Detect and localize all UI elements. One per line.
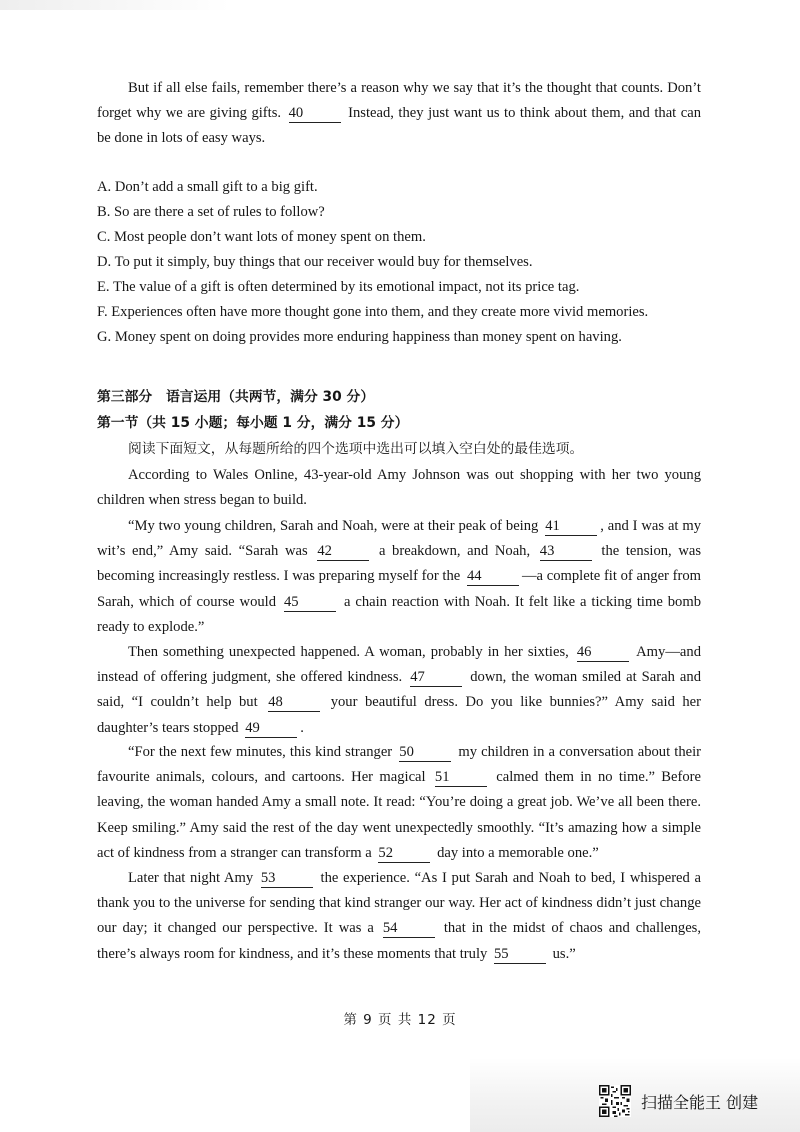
blank-55: 55 bbox=[494, 945, 546, 964]
blank-49: 49 bbox=[245, 719, 297, 738]
paragraph-text: “For the next few minutes, this kind stranger bbox=[128, 744, 393, 760]
blank-52: 52 bbox=[378, 844, 430, 863]
paragraph-text: your beautiful dress. Do you like bunnies?” Amy said her daughter’s tears stopped bbox=[97, 694, 702, 736]
scanner-watermark-text: 扫描全能王 创建 bbox=[641, 1092, 759, 1112]
paragraph-text: us.” bbox=[552, 945, 576, 962]
option-g: G. Money spent on doing provides more enduring happiness than money spent on having. bbox=[97, 329, 622, 345]
paragraph-text: Later that night Amy bbox=[128, 870, 254, 886]
paragraph-text: Instead, they just want us to think about them, and that can be done in lots of easy ways. bbox=[97, 105, 701, 147]
paragraph-text: Amy—and instead of offering judgment, she offered kindness. bbox=[97, 644, 701, 686]
paragraph-text: But if all else fails, remember there’s a reason why we say that it’s the thought that counts. Don’t forget why we are giving gifts. bbox=[97, 80, 701, 122]
paragraph-text: a breakdown, and Noah, bbox=[378, 543, 531, 560]
paragraph-text: , and I was at my wit’s end,” Amy said. “Sarah was bbox=[97, 518, 701, 560]
blank-48: 48 bbox=[268, 693, 320, 712]
option-b: B. So are there a set of rules to follow? bbox=[97, 204, 325, 220]
blank-54: 54 bbox=[383, 919, 435, 938]
blank-50: 50 bbox=[399, 743, 451, 762]
passage-paragraph-4 bbox=[97, 740, 701, 866]
option-e: E. The value of a gift is often determined by its emotional impact, not its price tag. bbox=[97, 279, 580, 295]
blank-42: 42 bbox=[317, 542, 369, 561]
blank-51: 51 bbox=[435, 768, 487, 787]
paragraph-text: a chain reaction with Noah. It felt like a ticking time bomb ready to explode.” bbox=[97, 593, 701, 635]
option-c: C. Most people don’t want lots of money spent on them. bbox=[97, 229, 426, 245]
blank-43: 43 bbox=[540, 542, 592, 561]
option-d: D. To put it simply, buy things that our receiver would buy for themselves. bbox=[97, 254, 533, 270]
paragraph-text: . bbox=[300, 719, 304, 736]
paragraph-text: “My two young children, Sarah and Noah, were at their peak of being bbox=[128, 518, 539, 534]
passage-paragraph-2 bbox=[97, 514, 701, 640]
passage-paragraph-5 bbox=[97, 866, 701, 967]
paragraph-text: my children in a conversation about their favourite animals, colours, and cartoons. Her magical bbox=[97, 744, 702, 786]
scan-shadow bbox=[0, 0, 230, 10]
option-a: A. Don’t add a small gift to a big gift. bbox=[97, 179, 318, 195]
instruction-text: 阅读下面短文，从每题所给的四个选项中选出可以填入空白处的最佳选项。 bbox=[128, 441, 584, 457]
blank-40: 40 bbox=[289, 104, 341, 123]
scanner-watermark bbox=[599, 1084, 758, 1118]
passage-paragraph-3 bbox=[97, 640, 701, 741]
blank-46: 46 bbox=[577, 643, 629, 662]
page-number: 第 9 页 共 12 页 bbox=[343, 1012, 457, 1028]
blank-47: 47 bbox=[410, 668, 462, 687]
paragraph-text: that in the midst of chaos and challenges, there’s always room for kindness, and it’s these moments that truly bbox=[97, 920, 702, 962]
paragraph-text: the experience. “As I put Sarah and Noah to bed, I whispered a thank you to the universe for sending that kind stranger our way. Her act of kindness didn’t just change our day; it changed our perspective. It was a bbox=[97, 870, 702, 937]
option-f: F. Experiences often have more thought gone into them, and they create more vivid memories. bbox=[97, 304, 649, 320]
task-40-paragraph bbox=[97, 76, 701, 152]
part-three-heading: 第三部分 语言运用（共两节，满分 30 分） bbox=[97, 389, 375, 405]
section-one-heading: 第一节（共 15 小题；每小题 1 分，满分 15 分） bbox=[97, 415, 409, 431]
blank-44: 44 bbox=[467, 567, 519, 586]
paragraph-text: calmed them in no time.” Before leaving, the woman handed Amy a small note. It read: “You’re doing a great job. We’ve all been there. Keep smiling.” Amy said the rest of the day went unexpectedly smoothly. “It’s amazing how a simple act of kindness from a stranger can transform a bbox=[97, 769, 701, 861]
paragraph-text: the tension, was becoming increasingly restless. I was preparing myself for the bbox=[97, 543, 702, 585]
paragraph-text: day into a memorable one.” bbox=[437, 844, 599, 861]
qr-code-icon bbox=[599, 1085, 631, 1117]
paragraph-text: down, the woman smiled at Sarah and said, “I couldn’t help but bbox=[97, 669, 701, 711]
blank-41: 41 bbox=[545, 517, 597, 536]
blank-53: 53 bbox=[261, 869, 313, 888]
blank-45: 45 bbox=[284, 593, 336, 612]
passage-paragraph-1: According to Wales Online, 43-year-old Amy Johnson was out shopping with her two young children when stress began to build. bbox=[97, 467, 701, 509]
paragraph-text: —a complete fit of anger from Sarah, which of course would bbox=[97, 568, 701, 610]
paragraph-text: Then something unexpected happened. A woman, probably in her sixties, bbox=[128, 644, 569, 660]
